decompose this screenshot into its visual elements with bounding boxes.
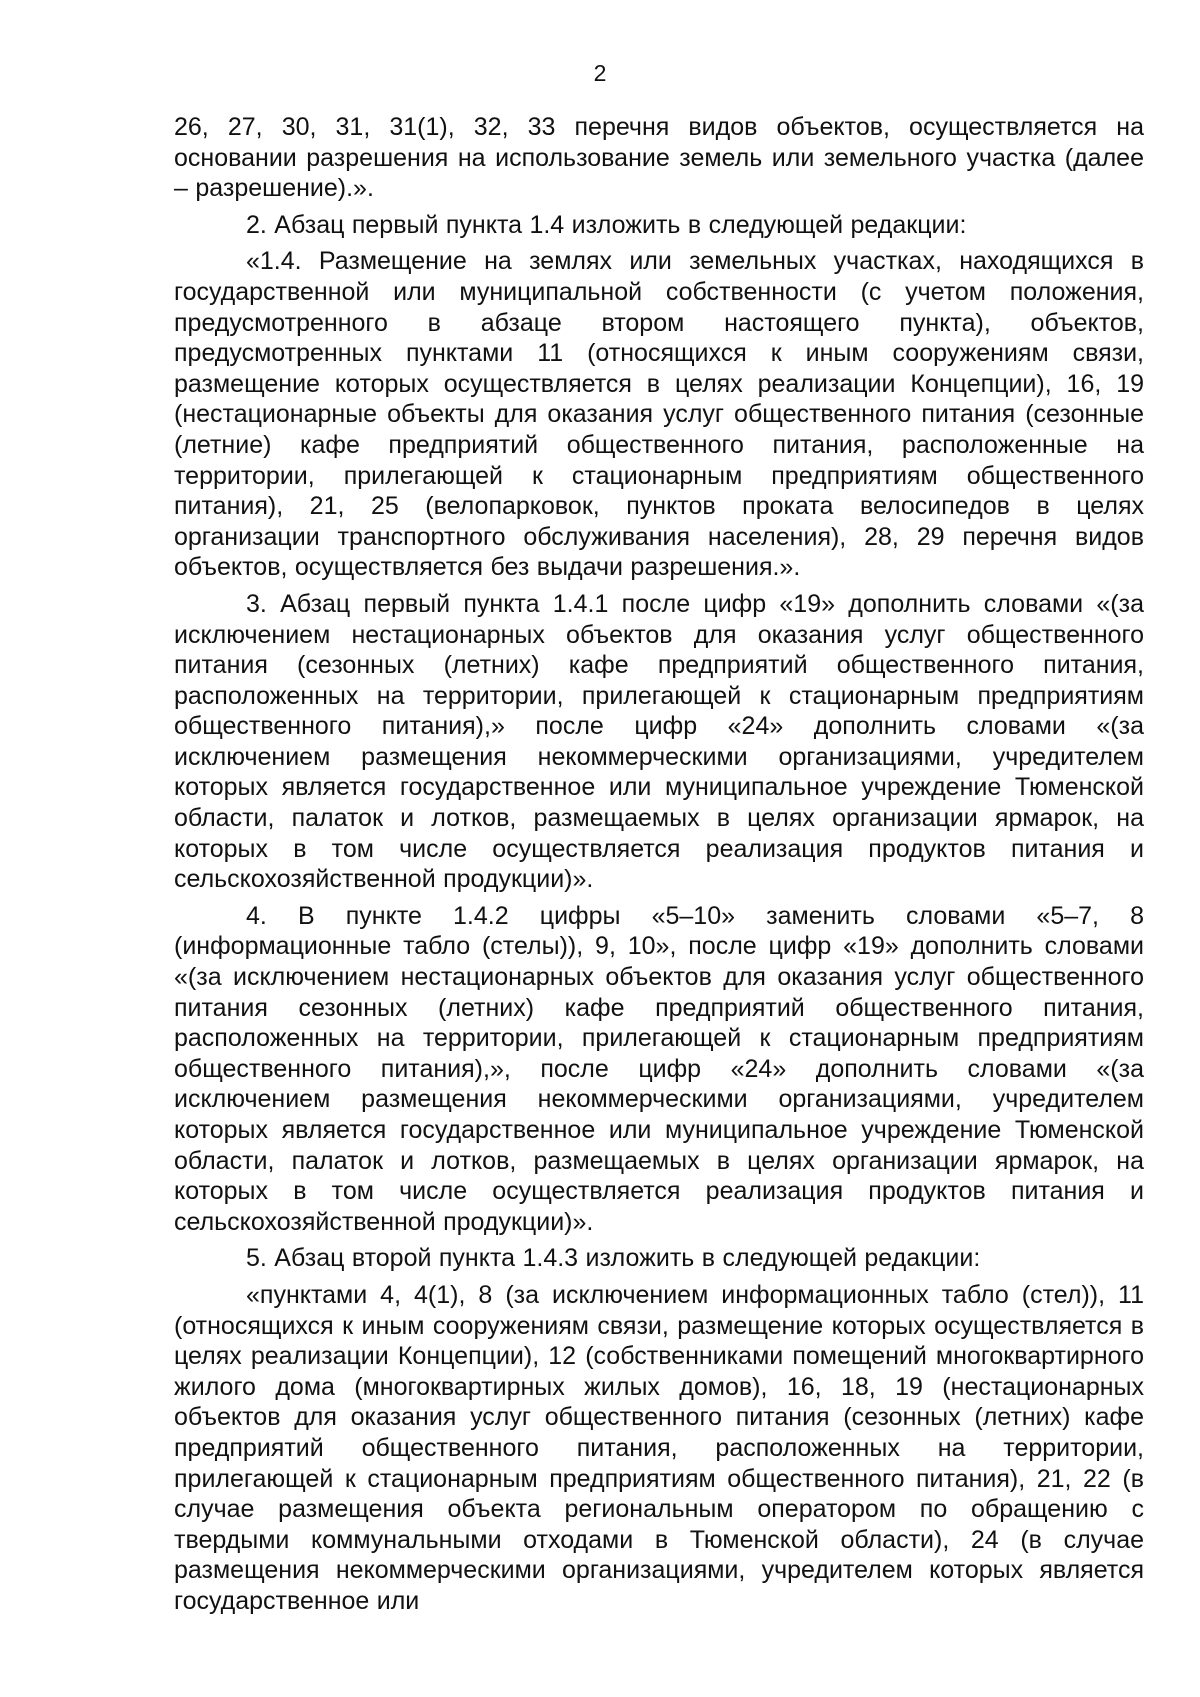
paragraph-quote-1-4: «1.4. Размещение на землях или земельных участках, находящихся в государственной или муниципальной собственности (с учетом положения, предусмотренного в абзаце втором настоящего пункта), объектов, предусмотренных пунктами 11 (относящихся к иным сооружениям связи, размещение которых осуществляется в целях реализации Концепции), 16, 19 (нестационарные объекты для оказания услуг общественного питания (сезонные (летние) кафе предприятий общественного питания, расположенные на территории, прилегающей к стационарным предприятиям общественного питания), 21, 25 (велопарковок, пунктов проката велосипедов в целях организации транспортного обслуживания населения), 28, 29 перечня видов объектов, осуществляется без выдачи разрешения.».: [174, 247, 1144, 582]
paragraph-item-5: 5. Абзац второй пункта 1.4.3 изложить в следующей редакции:: [246, 1244, 981, 1273]
paragraph-item-4: 4. В пункте 1.4.2 цифры «5–10» заменить словами «5–7, 8 (информационные табло (стелы)), 9, 10», после цифр «19» дополнить словами «(за исключением нестационарных объектов для оказания услуг общественного питания сезонных (летних) кафе предприятий общественного питания, расположенных на территории, прилегающей к стационарным предприятиям общественного питания),», после цифр «24» дополнить словами «(за исключением размещения некоммерческими организациями, учредителем которых является государственное или муниципальное учреждение Тюменской области, палаток и лотков, размещаемых в целях организации ярмарок, на которых в том числе осуществляется реализация продуктов питания и сельскохозяйственной продукции)».: [174, 901, 1144, 1236]
paragraph-quote-1-4-3: «пунктами 4, 4(1), 8 (за исключением информационных табло (стел)), 11 (относящихся к иным сооружениям связи, размещение которых осуществляется в целях реализации Концепции), 12 (собственниками помещений многоквартирного жилого дома (многоквартирных жилых домов), 16, 18, 19 (нестационарных объектов для оказания услуг общественного питания (сезонных (летних) кафе предприятий общественного питания, расположенных на территории, прилегающей к стационарным предприятиям общественного питания), 21, 22 (в случае размещения объекта региональным оператором по обращению с твердыми коммунальными отходами в Тюменской области), 24 (в случае размещения некоммерческими организациями, учредителем которых является государственное или: [174, 1280, 1144, 1615]
document-body: [174, 112, 1144, 1623]
paragraph-item-2: 2. Абзац первый пункта 1.4 изложить в следующей редакции:: [246, 210, 967, 239]
paragraph-continuation: 26, 27, 30, 31, 31(1), 32, 33 перечня видов объектов, осуществляется на основании разрешения на использование земель или земельного участка (далее – разрешение).».: [174, 113, 1144, 203]
paragraph-item-3: 3. Абзац первый пункта 1.4.1 после цифр «19» дополнить словами «(за исключением нестационарных объектов для оказания услуг общественного питания (сезонных (летних) кафе предприятий общественного питания, расположенных на территории, прилегающей к стационарным предприятиям общественного питания),» после цифр «24» дополнить словами «(за исключением размещения некоммерческими организациями, учредителем которых является государственное или муниципальное учреждение Тюменской области, палаток и лотков, размещаемых в целях организации ярмарок, на которых в том числе осуществляется реализация продуктов питания и сельскохозяйственной продукции)».: [174, 589, 1144, 894]
page-number: 2: [593, 60, 607, 86]
